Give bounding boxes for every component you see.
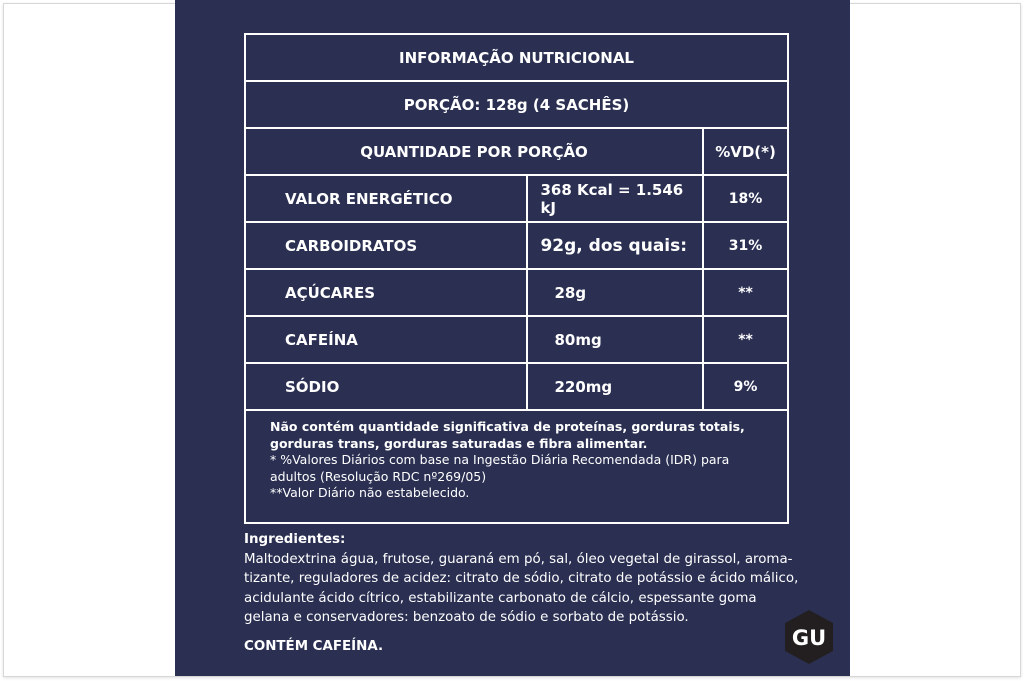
row-name: CAFEÍNA bbox=[245, 316, 527, 363]
row-vd: 31% bbox=[703, 222, 788, 269]
row-qty: 368 Kcal = 1.546 kJ bbox=[527, 175, 703, 222]
row-qty: 80mg bbox=[527, 316, 703, 363]
notes-footnote-1: * %Valores Diários com base na Ingestão Diária Recomendada (IDR) para adultos (Resolução RDC nº269/05) bbox=[270, 452, 730, 484]
row-name: AÇÚCARES bbox=[245, 269, 527, 316]
row-vd: ** bbox=[703, 316, 788, 363]
table-row bbox=[245, 222, 788, 269]
table-title: INFORMAÇÃO NUTRICIONAL bbox=[245, 34, 788, 81]
ingredients-text: Maltodextrina água, frutose, guaraná em pó, sal, óleo vegetal de girassol, aroma-tizante, reguladores de acidez: citrato de sódio, citrato de potássio e ácido málico, acidulante ácido cítrico, estabilizante carbonato de cálcio, espessante goma gelana e conservadores: benzoato de sódio e sorbato de potássio. bbox=[244, 551, 799, 625]
row-name: SÓDIO bbox=[245, 363, 527, 410]
row-vd: 9% bbox=[703, 363, 788, 410]
row-vd: 18% bbox=[703, 175, 788, 222]
logo-text: GU bbox=[791, 626, 827, 650]
row-name: CARBOIDRATOS bbox=[245, 222, 527, 269]
table-row bbox=[245, 316, 788, 363]
ingredients-title: Ingredientes: bbox=[244, 532, 346, 547]
vd-header: %VD(*) bbox=[703, 128, 788, 175]
table-row bbox=[245, 363, 788, 410]
portion-size: PORÇÃO: 128g (4 SACHÊS) bbox=[245, 81, 788, 128]
row-name: VALOR ENERGÉTICO bbox=[245, 175, 527, 222]
table-row bbox=[245, 269, 788, 316]
notes-footnote-2: **Valor Diário não estabelecido. bbox=[270, 485, 470, 500]
quantity-header: QUANTIDADE POR PORÇÃO bbox=[245, 128, 703, 175]
gu-logo-icon bbox=[781, 609, 837, 665]
row-qty: 92g, dos quais: bbox=[527, 222, 703, 269]
table-notes bbox=[245, 410, 788, 523]
ingredients-block bbox=[244, 530, 804, 656]
row-vd: ** bbox=[703, 269, 788, 316]
table-row bbox=[245, 175, 788, 222]
row-qty: 28g bbox=[527, 269, 703, 316]
row-qty: 220mg bbox=[527, 363, 703, 410]
caffeine-warning: CONTÉM CAFEÍNA. bbox=[244, 638, 384, 654]
nutrition-table bbox=[244, 33, 789, 524]
notes-disclaimer: Não contém quantidade significativa de proteínas, gorduras totais, gorduras trans, gorduras saturadas e fibra alimentar. bbox=[270, 419, 745, 451]
